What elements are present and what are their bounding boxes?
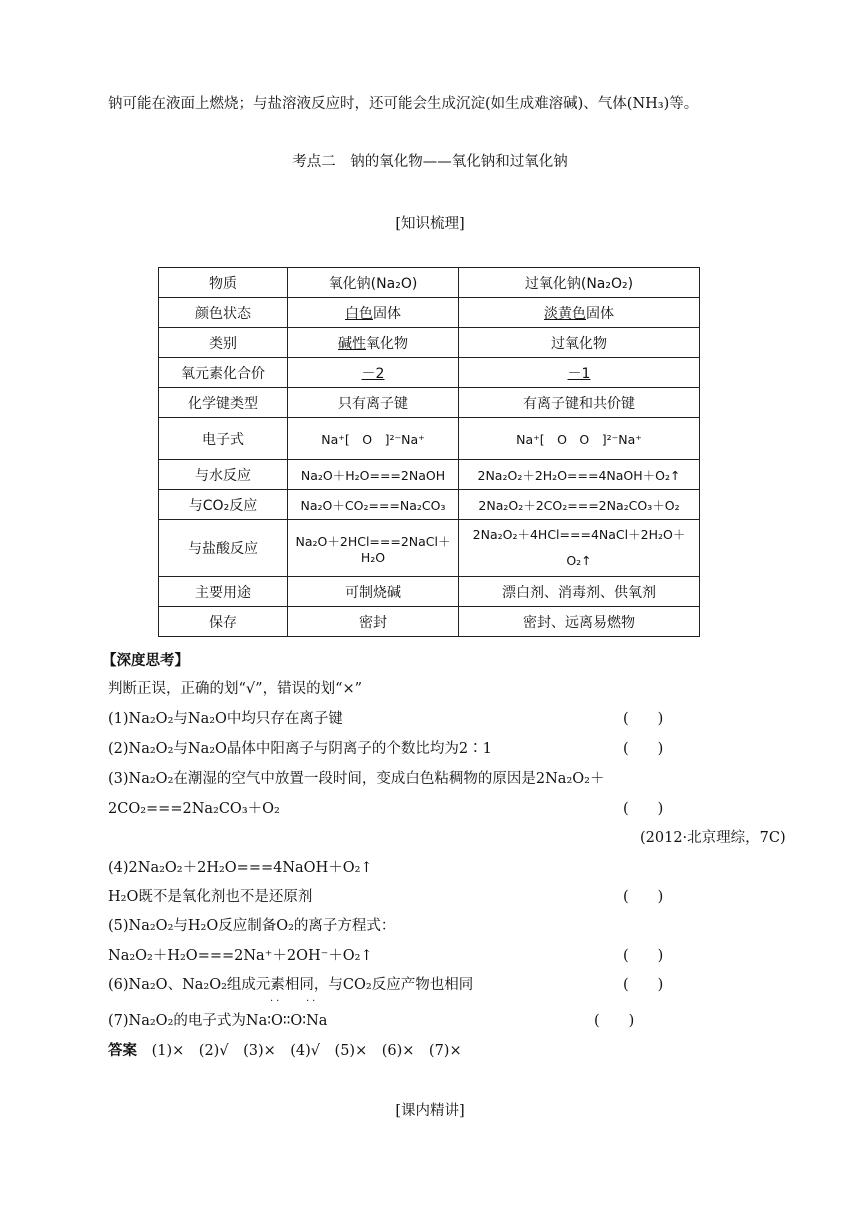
- table-row: [159, 418, 700, 460]
- table-row: [159, 520, 700, 577]
- answer-blank[interactable]: ( ): [594, 1013, 635, 1029]
- table-cell: 2Na₂O₂＋2H₂O===4NaOH＋O₂↑: [459, 460, 700, 490]
- table-cell: 颜色状态: [159, 298, 288, 328]
- table-cell: 与水反应: [159, 460, 288, 490]
- table-row: [159, 577, 700, 607]
- cell-line: 2Na₂O₂＋4HCl===4NaCl＋2H₂O＋: [472, 527, 686, 542]
- valence-value: －1: [567, 365, 591, 382]
- table-cell: 碱性氧化物: [288, 328, 459, 358]
- table-row: [159, 490, 700, 520]
- table-cell: [459, 520, 700, 577]
- question-1: (1)Na₂O₂与Na₂O中均只存在离子键: [108, 711, 343, 727]
- question-2: (2)Na₂O₂与Na₂O晶体中阳离子与阴离子的个数比均为2∶1: [108, 741, 492, 757]
- table-cell: 漂白剂、消毒剂、供氧剂: [459, 577, 700, 607]
- knowledge-heading: [知识梳理]: [395, 216, 465, 232]
- properties-table: [158, 267, 700, 637]
- table-cell: 可制烧碱: [288, 577, 459, 607]
- electron-dots: ··: [306, 996, 319, 1007]
- table-cell: 电子式: [159, 418, 288, 460]
- table-row: [159, 268, 700, 298]
- answer-blank[interactable]: ( ): [623, 801, 664, 817]
- table-cell: Na₂O＋CO₂===Na₂CO₃: [288, 490, 459, 520]
- table-cell: 与盐酸反应: [159, 520, 288, 577]
- table-cell: 物质: [159, 268, 288, 298]
- cell-line: O₂↑: [566, 553, 592, 568]
- table-cell: 类别: [159, 328, 288, 358]
- question-3: (3)Na₂O₂在潮湿的空气中放置一段时间，变成白色粘稠物的原因是2Na₂O₂＋: [108, 771, 605, 787]
- question-6: (6)Na₂O、Na₂O₂组成元素相同，与CO₂反应产物也相同: [108, 977, 474, 993]
- table-cell: 只有离子键: [288, 388, 459, 418]
- table-row: [159, 460, 700, 490]
- table-row: [159, 607, 700, 637]
- table-cell: Na⁺[ O ]²⁻Na⁺: [288, 418, 459, 460]
- table-cell: Na₂O＋2HCl===2NaCl＋H₂O: [288, 520, 459, 577]
- answer-blank[interactable]: ( ): [623, 977, 664, 993]
- question-4: (4)2Na₂O₂＋2H₂O===4NaOH＋O₂↑: [108, 860, 373, 876]
- table-cell: 密封: [288, 607, 459, 637]
- table-cell: 主要用途: [159, 577, 288, 607]
- table-cell: Na⁺[ O O ]²⁻Na⁺: [459, 418, 700, 460]
- table-cell: 氧元素化合价: [159, 358, 288, 388]
- table-cell: [459, 358, 700, 388]
- table-cell: 白色固体: [288, 298, 459, 328]
- valence-value: －2: [361, 365, 385, 382]
- answer-blank[interactable]: ( ): [623, 889, 664, 905]
- deep-thinking-heading: 【深度思考】: [102, 652, 189, 669]
- table-row: [159, 388, 700, 418]
- table-cell: [288, 358, 459, 388]
- answer-blank[interactable]: ( ): [623, 711, 664, 727]
- table-cell: 淡黄色固体: [459, 298, 700, 328]
- electron-dots: ··: [270, 996, 283, 1007]
- answer-label: 答案: [108, 1042, 137, 1059]
- table-cell: 与CO₂反应: [159, 490, 288, 520]
- intro-line: 钠可能在液面上燃烧；与盐溶液反应时，还可能会生成沉淀(如生成难溶碱)、气体(NH₃)等。: [108, 96, 699, 112]
- answer-blank[interactable]: ( ): [623, 948, 664, 964]
- underlined-term: 白色: [345, 305, 373, 322]
- question-4-cont: H₂O既不是氧化剂也不是还原剂: [108, 889, 313, 905]
- answer-blank[interactable]: ( ): [623, 741, 664, 757]
- underlined-term: 碱性: [338, 335, 366, 352]
- table-row: [159, 298, 700, 328]
- table-cell: 2Na₂O₂＋2CO₂===2Na₂CO₃＋O₂: [459, 490, 700, 520]
- table-cell: 有离子键和共价键: [459, 388, 700, 418]
- answer-text: (1)× (2)√ (3)× (4)√ (5)× (6)× (7)×: [151, 1043, 462, 1059]
- footer-heading: [课内精讲]: [395, 1103, 465, 1119]
- instruction: 判断正误，正确的划“√”，错误的划“×”: [108, 681, 363, 697]
- table-cell: Na₂O＋H₂O===2NaOH: [288, 460, 459, 490]
- table-row: [159, 358, 700, 388]
- table-row: [159, 328, 700, 358]
- table-cell: 过氧化物: [459, 328, 700, 358]
- question-3-cont: 2CO₂===2Na₂CO₃＋O₂: [108, 801, 280, 817]
- section-title: 考点二 钠的氧化物——氧化钠和过氧化钠: [292, 154, 568, 170]
- table-cell: 密封、远离易燃物: [459, 607, 700, 637]
- table-cell: 氧化钠(Na₂O): [288, 268, 459, 298]
- question-5: (5)Na₂O₂与H₂O反应制备O₂的离子方程式：: [108, 918, 396, 934]
- table-cell: 保存: [159, 607, 288, 637]
- table-cell: 过氧化钠(Na₂O₂): [459, 268, 700, 298]
- source-citation: (2012·北京理综，7C): [640, 830, 786, 846]
- question-7: (7)Na₂O₂的电子式为Na∶O∶∶O∶Na: [108, 1013, 328, 1029]
- question-5-cont: Na₂O₂＋H₂O===2Na⁺＋2OH⁻＋O₂↑: [108, 948, 373, 964]
- answer-line: [108, 1039, 462, 1060]
- underlined-term: 淡黄色: [544, 305, 586, 322]
- table-cell: 化学键类型: [159, 388, 288, 418]
